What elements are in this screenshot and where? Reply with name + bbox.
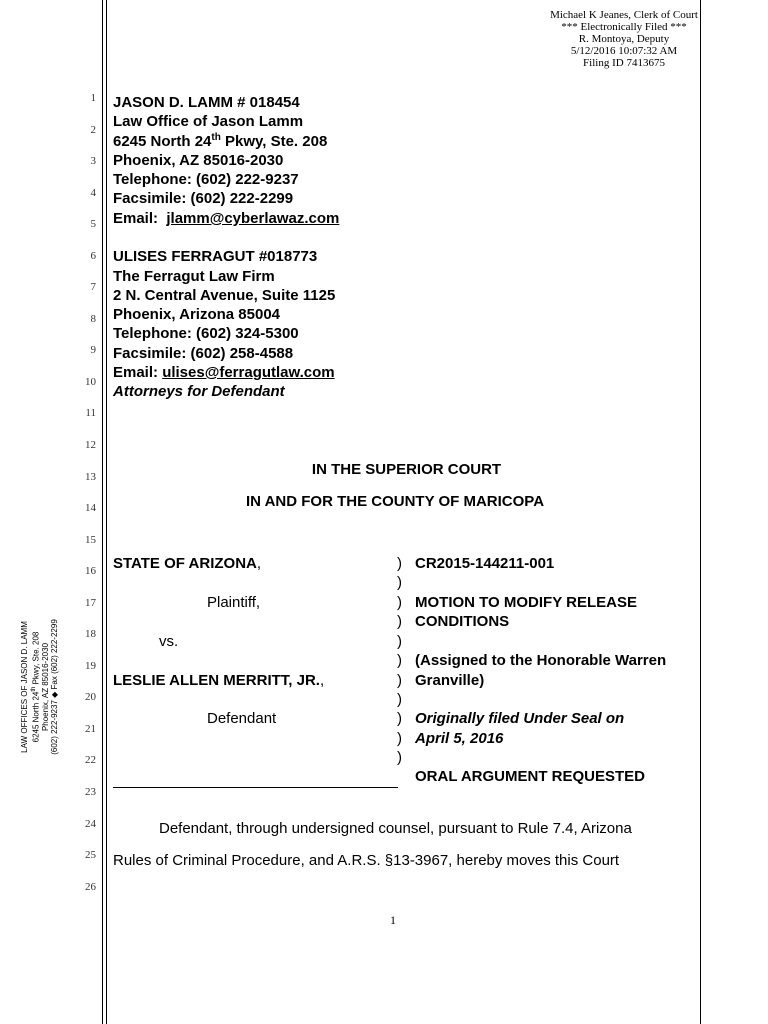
oral-argument-requested: ORAL ARGUMENT REQUESTED: [415, 768, 646, 785]
line-number: 17: [85, 597, 96, 609]
attorney2-email-line: Email: ulises@ferragutlaw.com: [113, 364, 335, 381]
line-number: 14: [85, 502, 96, 514]
line-number: 3: [90, 155, 96, 167]
left-margin-rule-1: [102, 0, 103, 1024]
left-margin-rule-2: [106, 0, 107, 1024]
attorney1-address: 6245 North 24th Pkwy, Ste. 208: [113, 132, 328, 150]
line-number: 24: [85, 818, 96, 830]
line-number: 7: [90, 281, 96, 293]
attorney1-telephone: Telephone: (602) 222-9237: [113, 171, 299, 188]
caption-paren: ): [397, 555, 402, 572]
line-number: 2: [90, 124, 96, 136]
line-number: 25: [85, 849, 96, 861]
stamp-datetime: 5/12/2016 10:07:32 AM: [570, 45, 678, 57]
attorney1-facsimile: Facsimile: (602) 222-2299: [113, 190, 294, 207]
attorney2-email-link[interactable]: ulises@ferragutlaw.com: [162, 364, 335, 381]
line-number: 1: [90, 92, 96, 104]
page-number: 1: [390, 913, 396, 927]
attorney2-facsimile: Facsimile: (602) 258-4588: [113, 345, 294, 362]
court-county: IN AND FOR THE COUNTY OF MARICOPA: [245, 493, 545, 510]
seal-note-line1: Originally filed Under Seal on: [415, 710, 625, 727]
line-number: 22: [85, 754, 96, 766]
filing-stamp: [514, 9, 734, 69]
caption-paren: ): [397, 749, 402, 766]
attorney1-name: JASON D. LAMM # 018454: [113, 94, 300, 111]
sidebar-letterhead: [20, 612, 75, 762]
attorney2-name: ULISES FERRAGUT #018773: [113, 248, 318, 265]
line-number: 20: [85, 691, 96, 703]
case-number: CR2015-144211-001: [415, 555, 555, 572]
seal-note-line2: April 5, 2016: [415, 730, 504, 747]
defendant-party: LESLIE ALLEN MERRITT, JR.,: [113, 672, 325, 689]
line-number: 16: [85, 565, 96, 577]
versus: vs.: [159, 633, 179, 650]
line-number: 26: [85, 881, 96, 893]
caption-paren: ): [397, 594, 402, 611]
assigned-judge-line1: (Assigned to the Honorable Warren: [415, 652, 667, 669]
attorney1-email-link[interactable]: jlamm@cyberlawaz.com: [166, 210, 340, 227]
caption-paren: ): [397, 574, 402, 591]
right-margin-rule: [700, 0, 701, 1024]
caption-paren: ): [397, 652, 402, 669]
line-number: 11: [85, 407, 96, 419]
sidebar-phone: (602) 222-9237 ◆ Fax (602) 222-2299: [50, 619, 60, 755]
court-name: IN THE SUPERIOR COURT: [311, 461, 502, 478]
motion-title-line2: CONDITIONS: [415, 613, 510, 630]
attorney-role: Attorneys for Defendant: [113, 383, 285, 400]
sidebar-firm-name: LAW OFFICES OF JASON D. LAMM: [20, 621, 29, 753]
caption-paren: ): [397, 730, 402, 747]
attorney2-city: Phoenix, Arizona 85004: [113, 306, 281, 323]
stamp-electronically-filed: *** Electronically Filed ***: [561, 21, 687, 33]
caption-paren: ): [397, 691, 402, 708]
body-line-1: Defendant, through undersigned counsel, pursuant to Rule 7.4, Arizona: [159, 820, 632, 837]
line-number: 8: [90, 313, 96, 325]
attorney2-firm: The Ferragut Law Firm: [113, 268, 275, 285]
stamp-filing-id: Filing ID 7413675: [583, 57, 665, 69]
line-number: 18: [85, 628, 96, 640]
line-number: 21: [85, 723, 96, 735]
line-number: 15: [85, 534, 96, 546]
plaintiff-party: STATE OF ARIZONA,: [113, 555, 262, 572]
attorney2-address: 2 N. Central Avenue, Suite 1125: [113, 287, 336, 304]
stamp-deputy: R. Montoya, Deputy: [578, 33, 670, 45]
line-number: 23: [85, 786, 96, 798]
attorney1-firm: Law Office of Jason Lamm: [113, 113, 304, 130]
defendant-label: Defendant: [207, 710, 277, 727]
line-number: 13: [85, 471, 96, 483]
body-line-2: Rules of Criminal Procedure, and A.R.S. §13-3967, hereby moves this Court: [113, 852, 620, 869]
attorney1-city: Phoenix, AZ 85016-2030: [113, 152, 284, 169]
line-number: 4: [90, 187, 96, 199]
caption-paren: ): [397, 672, 402, 689]
line-number: 10: [85, 376, 96, 388]
caption-paren: ): [397, 633, 402, 650]
line-number: 12: [85, 439, 96, 451]
stamp-clerk: Michael K Jeanes, Clerk of Court: [550, 9, 698, 21]
caption-underline: [113, 787, 398, 788]
line-number: 6: [90, 250, 96, 262]
line-number: 9: [90, 344, 96, 356]
line-number: 5: [90, 218, 96, 230]
attorney2-telephone: Telephone: (602) 324-5300: [113, 325, 299, 342]
plaintiff-label: Plaintiff,: [207, 594, 261, 611]
assigned-judge-line2: Granville): [415, 672, 485, 689]
caption-paren: ): [397, 613, 402, 630]
attorney1-email-line: Email: jlamm@cyberlawaz.com: [113, 210, 340, 227]
line-number: 19: [85, 660, 96, 672]
motion-title-line1: MOTION TO MODIFY RELEASE: [415, 594, 637, 611]
caption-paren: ): [397, 710, 402, 727]
sidebar-city: Phoenix, AZ 85016-2030: [40, 642, 50, 732]
sidebar-address: 6245 North 24th Pkwy, Ste. 208: [30, 631, 41, 743]
